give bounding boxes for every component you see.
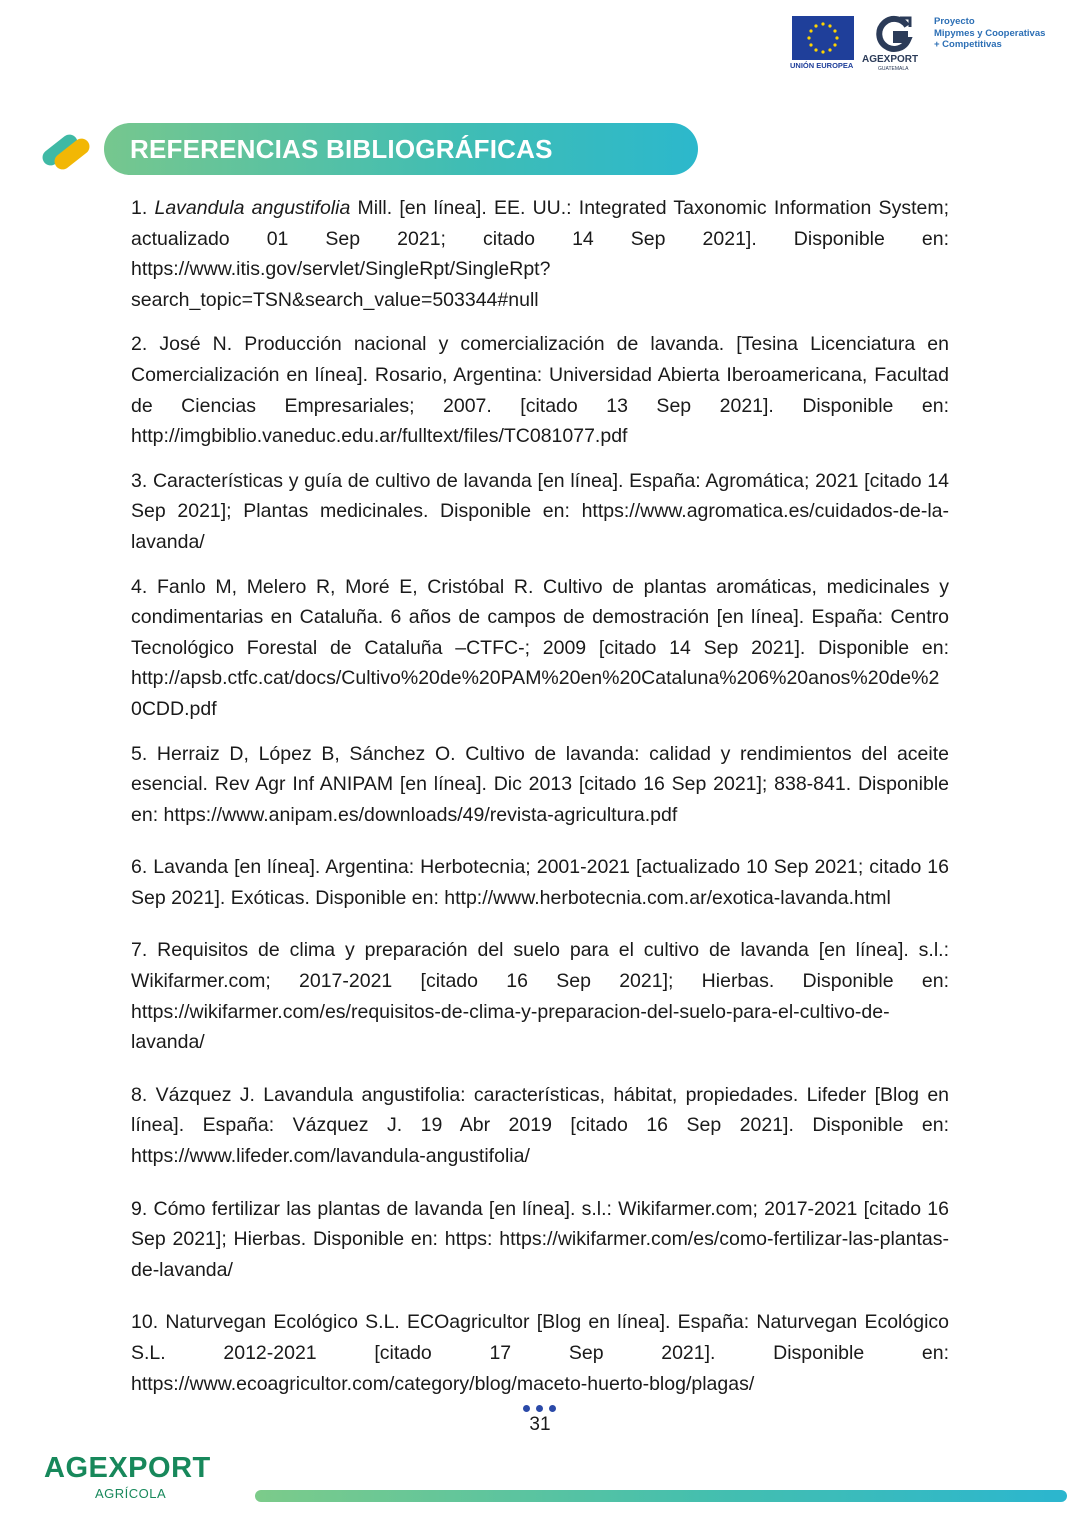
section-title: REFERENCIAS BIBLIOGRÁFICAS <box>130 134 553 164</box>
proyecto-line: Mipymes y Cooperativas <box>934 27 1046 39</box>
reference-number: 5. <box>131 742 148 765</box>
reference-number: 10. <box>131 1311 159 1334</box>
reference-number: 6. <box>131 856 148 879</box>
reference-text: Vázquez J. Lavandula angustifolia: características, hábitat, propiedades. Lifeder [Blog en línea]. España: Vázquez J. 19 Abr 2019 [citado 16 Sep 2021]. Disponible en: https://www.lifeder.com/lavandula-angustifolia/ <box>131 1083 950 1168</box>
references-list <box>131 193 949 1399</box>
reference-item <box>131 466 949 558</box>
pill-icon <box>38 124 94 176</box>
reference-item <box>131 1307 949 1399</box>
section-banner <box>104 123 698 175</box>
reference-number: 2. <box>131 333 148 356</box>
reference-item <box>131 572 949 725</box>
reference-text: Lavanda [en línea]. Argentina: Herbotecnia; 2001-2021 [actualizado 10 Sep 2021; citado 16 Sep 2021]. Exóticas. Disponible en: http://www.herbotecnia.com.ar/exotica-lavanda.html <box>131 856 949 909</box>
reference-number: 1. <box>131 197 148 219</box>
footer-brand: AGEXPORT <box>44 1452 211 1484</box>
eu-flag-icon <box>792 16 854 60</box>
eu-label: UNIÓN EUROPEA <box>790 61 854 70</box>
reference-item <box>131 329 949 451</box>
header-logos <box>792 14 1054 72</box>
reference-item <box>131 193 949 315</box>
reference-number: 8. <box>131 1083 148 1106</box>
reference-number: 9. <box>131 1197 148 1220</box>
reference-item <box>131 739 949 831</box>
reference-number: 7. <box>131 939 148 962</box>
reference-item <box>131 1080 949 1172</box>
reference-number: 3. <box>131 469 148 492</box>
proyecto-line: + Competitivas <box>934 39 1002 50</box>
reference-item <box>131 852 949 913</box>
dots-icon <box>522 1405 558 1413</box>
reference-text: Naturvegan Ecológico S.L. ECOagricultor [Blog en línea]. España: Naturvegan Ecológico S.L. 2012-2021 [citado 17 Sep 2021]. Disponible en: https://www.ecoagricultor.com/category/blog/maceto-huerto-blog/plagas/ <box>131 1311 949 1395</box>
reference-text: José N. Producción nacional y comercialización de lavanda. [Tesina Licenciatura en Comercialización en línea]. Rosario, Argentina: Universidad Abierta Iberoamericana, Facultad de Ciencias Empresariales; 2007. [citado 13 Sep 2021]. Disponible en: http://imgbiblio.vaneduc.edu.ar/fulltext/files/TC081077.pdf <box>131 333 949 448</box>
reference-text: Mill. [en línea]. EE. UU.: Integrated Taxonomic Information System; actualizado 01 Sep 2021; citado 14 Sep 2021]. Disponible en: https://www.itis.gov/servlet/SingleRpt/SingleRpt?search_topic=TSN&search_value=503344#null <box>131 197 949 311</box>
reference-text: Características y guía de cultivo de lavanda [en línea]. España: Agromática; 2021 [citado 14 Sep 2021]; Plantas medicinales. Disponible en: https://www.agromatica.es/cuidados-de-la-lavanda/ <box>131 469 949 553</box>
reference-italic: Lavandula angustifolia <box>154 197 351 219</box>
reference-text: Herraiz D, López B, Sánchez O. Cultivo de lavanda: calidad y rendimientos del aceite esencial. Rev Agr Inf ANIPAM [en línea]. Dic 2013 [citado 16 Sep 2021]; 838-841. Disponible en: https://www.anipam.es/downloads/49/revista-agricultura.pdf <box>131 742 949 826</box>
proyecto-text <box>934 16 1045 51</box>
reference-item <box>131 935 949 1057</box>
page-number: 31 <box>529 1414 551 1435</box>
agexport-label: AGEXPORT <box>862 54 919 65</box>
agexport-logo-icon <box>874 14 914 54</box>
reference-number: 4. <box>131 575 148 598</box>
proyecto-line: Proyecto <box>934 16 975 27</box>
footer-gradient-bar <box>255 1490 1067 1502</box>
reference-text: Requisitos de clima y preparación del suelo para el cultivo de lavanda [en línea]. s.l.: Wikifarmer.com; 2017-2021 [citado 16 Sep 2021]; Hierbas. Disponible en: https://wikifarmer.com/es/requisitos-de-clima-y-preparacion-del-suelo-para-el-cultivo-de-lavanda/ <box>131 939 949 1054</box>
reference-text: Fanlo M, Melero R, Moré E, Cristóbal R. Cultivo de plantas aromáticas, medicinales y condimentarias en Cataluña. 6 años de campos de demostración [en línea]. España: Centro Tecnológico Forestal de Cataluña –CTFC-; 2009 [citado 14 Sep 2021]. Disponible en: http://apsb.ctfc.cat/docs/Cultivo%20de%20PAM%20en%20Cataluna%206%20anos%20de%20CDD.pdf <box>131 575 950 720</box>
footer-brand-sub: AGRÍCOLA <box>95 1486 167 1501</box>
reference-text: Cómo fertilizar las plantas de lavanda [en línea]. s.l.: Wikifarmer.com; 2017-2021 [citado 16 Sep 2021]; Hierbas. Disponible en: https: https://wikifarmer.com/es/como-fertilizar-las-plantas-de-lavanda/ <box>131 1197 950 1281</box>
reference-item <box>131 1194 949 1286</box>
agexport-sub: GUATEMALA <box>878 66 909 72</box>
